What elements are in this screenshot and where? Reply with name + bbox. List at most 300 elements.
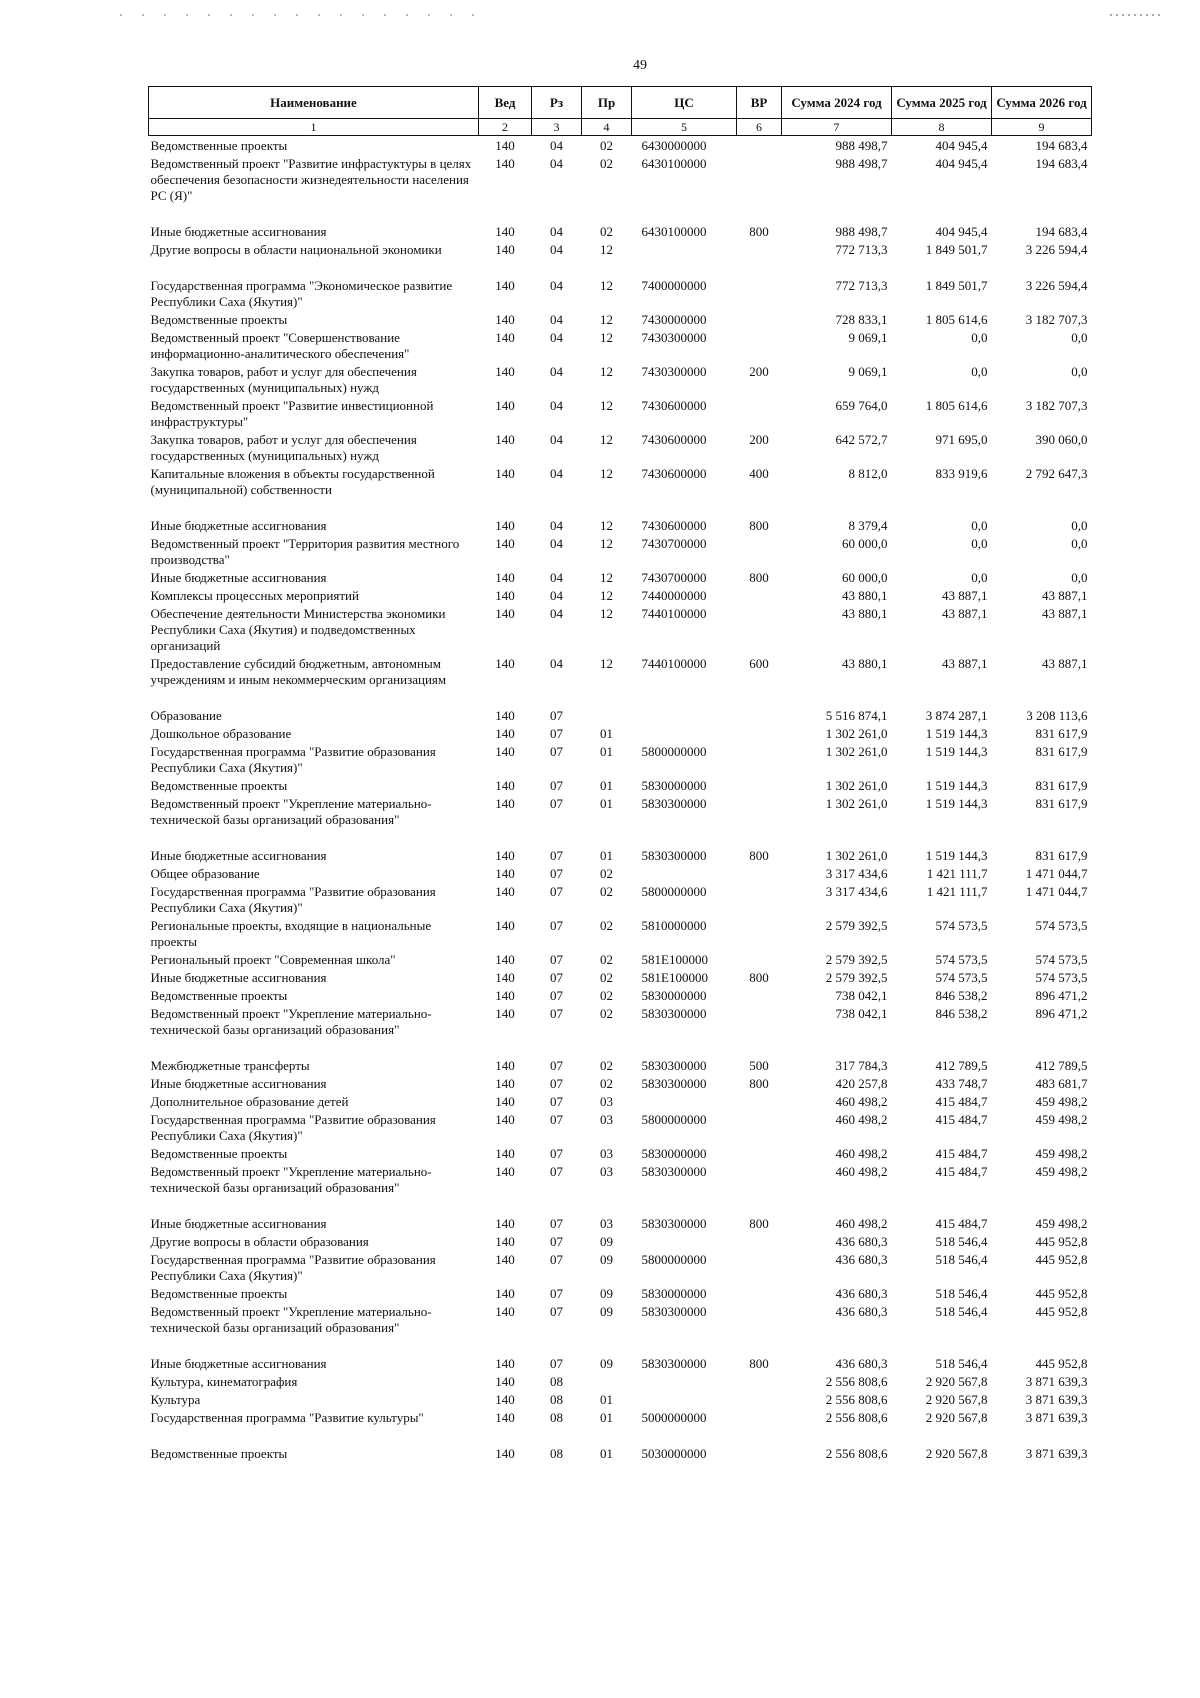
cell-ved: 140 [495,884,515,899]
table-row [149,1232,1092,1250]
cell-sum-2025: 1 421 111,7 [926,866,988,881]
cell-rz: 07 [550,1304,563,1319]
cell-sum-2024: 317 784,3 [835,1058,888,1073]
cell-name: Ведомственные проекты [150,1286,288,1301]
cell-name: Другие вопросы в области образования [150,1234,369,1249]
cell-pr: 02 [600,156,613,171]
budget-table-container [148,86,1091,1462]
cell-cs [632,724,737,742]
cell-sum-2024: 1 302 261,0 [825,744,888,759]
cell-name: Государственная программа "Развитие образования Республики Саха (Якутия)" [150,744,436,775]
scan-artifact [120,14,480,16]
cell-name: Ведомственный проект "Развитие инфрастуктуры в целях обеспечения безопасности жизнедеятельности населения РС (Я)" [150,156,472,203]
cell-sum-2025: 1 805 614,6 [925,312,988,327]
cell-rz: 08 [550,1392,563,1407]
table-row [149,430,1092,464]
cell-sum-2025: 0,0 [971,570,988,585]
cell-ved: 140 [495,1058,515,1073]
cell-sum-2025: 404 945,4 [935,224,988,239]
table-row [149,1354,1092,1372]
cell-sum-2025: 415 484,7 [935,1164,988,1179]
table-row [149,882,1092,916]
cell-cs: 7430300000 [641,330,707,345]
table-header [149,87,1092,136]
cell-vr [737,240,782,276]
cell-sum-2025: 415 484,7 [935,1094,988,1109]
cell-sum-2026: 3 208 113,6 [1026,708,1088,723]
cell-pr: 02 [600,1058,613,1073]
cell-sum-2025: 0,0 [971,330,988,345]
cell-sum-2024: 728 833,1 [835,312,888,327]
cell-sum-2024: 43 880,1 [842,656,888,671]
cell-vr: 800 [749,1216,769,1231]
cell-cs: 6430000000 [641,138,707,153]
cell-sum-2026: 445 952,8 [1035,1356,1088,1371]
cell-cs: 6430100000 [641,156,707,171]
cell-ved: 140 [495,606,515,621]
cell-rz: 07 [550,848,563,863]
cell-sum-2025: 518 546,4 [935,1252,988,1267]
cell-sum-2026: 3 182 707,3 [1025,312,1088,327]
table-row [149,1250,1092,1284]
cell-cs: 5800000000 [641,744,707,759]
cell-ved: 140 [495,398,515,413]
header-cs: ЦС [632,87,737,119]
cell-ved: 140 [495,1164,515,1179]
cell-vr [737,1444,782,1462]
cell-pr [582,1372,632,1390]
cell-cs [632,1232,737,1250]
header-number: 5 [632,119,737,136]
header-sum-2026: Сумма 2026 год [992,87,1092,119]
cell-cs: 5830300000 [641,1058,707,1073]
cell-name: Ведомственный проект "Укрепление материально-технической базы организаций образования" [150,1304,432,1335]
cell-pr: 01 [600,744,613,759]
cell-sum-2024: 460 498,2 [835,1164,888,1179]
table-row [149,240,1092,276]
cell-rz: 07 [550,988,563,1003]
cell-sum-2026: 459 498,2 [1035,1216,1088,1231]
cell-sum-2026: 0,0 [1071,536,1088,551]
cell-name: Иные бюджетные ассигнования [150,518,327,533]
table-row [149,742,1092,776]
cell-sum-2026: 1 471 044,7 [1025,866,1088,881]
cell-cs: 5830000000 [641,1146,707,1161]
cell-ved: 140 [495,1446,515,1461]
cell-cs: 5800000000 [641,884,707,899]
header-number: 1 [149,119,479,136]
table-row [149,1144,1092,1162]
table-row [149,1056,1092,1074]
cell-sum-2025: 574 573,5 [935,952,988,967]
cell-rz: 04 [550,588,563,603]
cell-ved: 140 [495,708,515,723]
header-number-row [149,119,1092,136]
cell-pr: 09 [600,1234,613,1249]
cell-vr: 800 [749,570,769,585]
table-row [149,276,1092,310]
cell-rz: 07 [550,970,563,985]
cell-vr [737,706,782,724]
cell-pr: 12 [600,570,613,585]
header-number: 2 [479,119,532,136]
cell-sum-2024: 988 498,7 [835,138,888,153]
cell-vr [737,742,782,776]
cell-name: Государственная программа "Развитие образования Республики Саха (Якутия)" [150,1112,436,1143]
cell-pr: 02 [600,1006,613,1021]
table-row [149,516,1092,534]
cell-vr: 800 [749,848,769,863]
cell-cs: 5830300000 [641,848,707,863]
cell-cs: 5830000000 [641,778,707,793]
cell-sum-2026: 896 471,2 [1035,1006,1088,1021]
header-number: 3 [532,119,582,136]
table-row [149,136,1092,155]
table-row [149,362,1092,396]
cell-sum-2025: 404 945,4 [935,138,988,153]
cell-rz: 04 [550,432,563,447]
cell-sum-2024: 460 498,2 [835,1094,888,1109]
cell-vr [737,1004,782,1056]
cell-sum-2026: 412 789,5 [1035,1058,1088,1073]
cell-sum-2024: 1 302 261,0 [825,778,888,793]
cell-sum-2025: 518 546,4 [935,1234,988,1249]
cell-ved: 140 [495,518,515,533]
table-row [149,310,1092,328]
cell-sum-2025: 518 546,4 [935,1304,988,1319]
cell-name: Иные бюджетные ассигнования [150,1216,327,1231]
cell-ved: 140 [495,988,515,1003]
cell-rz: 07 [550,1216,563,1231]
cell-sum-2026: 194 683,4 [1035,224,1088,239]
table-row [149,706,1092,724]
cell-sum-2024: 772 713,3 [835,242,888,257]
cell-rz: 07 [550,884,563,899]
cell-pr: 01 [600,848,613,863]
cell-sum-2025: 2 920 567,8 [925,1392,988,1407]
cell-sum-2026: 3 871 639,3 [1025,1446,1088,1461]
cell-rz: 07 [550,1076,563,1091]
cell-pr: 02 [600,952,613,967]
cell-vr [737,1302,782,1354]
header-sum-2024: Сумма 2024 год [782,87,892,119]
cell-cs: 5030000000 [641,1446,707,1461]
cell-sum-2024: 642 572,7 [835,432,888,447]
table-row [149,1408,1092,1444]
cell-cs [632,864,737,882]
cell-sum-2024: 5 516 874,1 [825,708,888,723]
cell-ved: 140 [495,726,515,741]
cell-pr: 12 [600,364,613,379]
table-row [149,1372,1092,1390]
table-row [149,1390,1092,1408]
cell-ved: 140 [495,1356,515,1371]
table-row [149,1284,1092,1302]
cell-ved: 140 [495,588,515,603]
cell-pr: 01 [600,1446,613,1461]
cell-sum-2024: 2 556 808,6 [825,1392,888,1407]
cell-sum-2026: 0,0 [1071,518,1088,533]
cell-vr: 600 [749,656,769,671]
cell-name: Закупка товаров, работ и услуг для обеспечения государственных (муниципальных) нужд [150,432,417,463]
cell-vr [737,1092,782,1110]
cell-vr [737,1110,782,1144]
cell-sum-2024: 8 379,4 [848,518,888,533]
cell-sum-2024: 8 812,0 [848,466,888,481]
cell-rz: 04 [550,518,563,533]
cell-vr [737,1232,782,1250]
cell-rz: 04 [550,330,563,345]
cell-sum-2024: 460 498,2 [835,1216,888,1231]
cell-sum-2025: 43 887,1 [942,606,988,621]
cell-ved: 140 [495,1076,515,1091]
cell-sum-2024: 772 713,3 [835,278,888,293]
cell-vr: 800 [749,970,769,985]
header-number: 6 [737,119,782,136]
cell-sum-2025: 1 519 144,3 [925,778,988,793]
cell-sum-2024: 1 302 261,0 [825,726,888,741]
cell-name: Другие вопросы в области национальной экономики [150,242,442,257]
cell-pr: 02 [600,970,613,985]
table-row [149,222,1092,240]
cell-sum-2026: 3 226 594,4 [1025,278,1088,293]
cell-sum-2026: 1 471 044,7 [1025,884,1088,899]
table-row [149,986,1092,1004]
cell-ved: 140 [495,744,515,759]
cell-ved: 140 [495,1234,515,1249]
cell-vr [737,1250,782,1284]
cell-pr: 01 [600,796,613,811]
cell-vr [737,986,782,1004]
table-row [149,654,1092,706]
cell-sum-2026: 445 952,8 [1035,1252,1088,1267]
cell-rz: 04 [550,398,563,413]
cell-name: Дошкольное образование [150,726,292,741]
cell-name: Иные бюджетные ассигнования [150,570,327,585]
cell-rz: 04 [550,138,563,153]
cell-rz: 07 [550,796,563,811]
cell-pr: 12 [600,398,613,413]
cell-ved: 140 [495,1006,515,1021]
cell-sum-2025: 518 546,4 [935,1286,988,1301]
cell-ved: 140 [495,224,515,239]
cell-sum-2025: 404 945,4 [935,156,988,171]
cell-pr: 01 [600,1392,613,1407]
cell-vr [737,154,782,222]
cell-name: Иные бюджетные ассигнования [150,970,327,985]
cell-sum-2026: 831 617,9 [1035,778,1088,793]
cell-sum-2024: 60 000,0 [842,570,888,585]
cell-pr: 01 [600,778,613,793]
cell-vr [737,864,782,882]
cell-pr [582,706,632,724]
cell-sum-2025: 3 874 287,1 [925,708,988,723]
cell-pr: 09 [600,1304,613,1319]
cell-name: Общее образование [150,866,260,881]
cell-vr [737,310,782,328]
cell-name: Ведомственные проекты [150,988,288,1003]
table-row [149,1074,1092,1092]
table-row [149,154,1092,222]
table-row [149,794,1092,846]
table-row [149,968,1092,986]
cell-rz: 07 [550,1252,563,1267]
cell-sum-2025: 971 695,0 [935,432,988,447]
cell-name: Дополнительное образование детей [150,1094,349,1109]
cell-sum-2026: 3 871 639,3 [1025,1410,1088,1425]
cell-pr: 03 [600,1216,613,1231]
cell-sum-2026: 0,0 [1071,364,1088,379]
cell-pr: 09 [600,1286,613,1301]
cell-cs: 581E100000 [641,952,708,967]
cell-vr: 800 [749,1356,769,1371]
cell-sum-2024: 988 498,7 [835,224,888,239]
cell-rz: 08 [550,1446,563,1461]
page-number: 49 [633,58,647,73]
cell-cs: 6430100000 [641,224,707,239]
table-row [149,1092,1092,1110]
cell-sum-2024: 3 317 434,6 [825,866,888,881]
table-row [149,916,1092,950]
cell-sum-2025: 412 789,5 [935,1058,988,1073]
cell-vr: 800 [749,224,769,239]
cell-pr: 03 [600,1164,613,1179]
cell-sum-2026: 0,0 [1071,330,1088,345]
cell-rz: 07 [550,866,563,881]
cell-sum-2025: 518 546,4 [935,1356,988,1371]
cell-cs: 7430600000 [641,518,707,533]
cell-vr [737,604,782,654]
cell-sum-2026: 2 792 647,3 [1025,466,1088,481]
cell-vr [737,328,782,362]
cell-cs: 5800000000 [641,1112,707,1127]
cell-vr [737,724,782,742]
cell-rz: 07 [550,1006,563,1021]
cell-sum-2024: 2 579 392,5 [825,918,888,933]
cell-sum-2025: 415 484,7 [935,1216,988,1231]
cell-sum-2024: 436 680,3 [835,1304,888,1319]
cell-sum-2025: 1 519 144,3 [925,744,988,759]
cell-name: Региональные проекты, входящие в национальные проекты [150,918,432,949]
table-row [149,1302,1092,1354]
header-ved: Вед [479,87,532,119]
table-row [149,1110,1092,1144]
cell-name: Иные бюджетные ассигнования [150,1356,327,1371]
cell-vr [737,1144,782,1162]
cell-rz: 04 [550,156,563,171]
cell-ved: 140 [495,778,515,793]
cell-rz: 04 [550,570,563,585]
cell-cs: 5830300000 [641,796,707,811]
cell-sum-2026: 3 871 639,3 [1025,1392,1088,1407]
table-body [149,136,1092,1463]
cell-name: Ведомственный проект "Укрепление материально-технической базы организаций образования" [150,1006,432,1037]
cell-pr: 12 [600,518,613,533]
cell-pr: 02 [600,918,613,933]
cell-cs: 5830000000 [641,1286,707,1301]
cell-ved: 140 [495,466,515,481]
cell-sum-2025: 0,0 [971,536,988,551]
cell-cs: 5830000000 [641,988,707,1003]
table-row [149,1214,1092,1232]
cell-ved: 140 [495,570,515,585]
cell-vr [737,396,782,430]
cell-sum-2026: 459 498,2 [1035,1164,1088,1179]
cell-sum-2026: 43 887,1 [1042,606,1088,621]
cell-sum-2025: 2 920 567,8 [925,1410,988,1425]
cell-sum-2024: 2 556 808,6 [825,1374,888,1389]
cell-cs: 7430700000 [641,570,707,585]
cell-rz: 07 [550,952,563,967]
cell-name: Закупка товаров, работ и услуг для обеспечения государственных (муниципальных) нужд [150,364,417,395]
cell-sum-2024: 460 498,2 [835,1146,888,1161]
header-name: Наименование [149,87,479,119]
cell-pr: 09 [600,1356,613,1371]
budget-table [148,86,1092,1462]
header-sum-2025: Сумма 2025 год [892,87,992,119]
cell-cs: 7400000000 [641,278,707,293]
cell-sum-2026: 194 683,4 [1035,138,1088,153]
cell-vr [737,882,782,916]
cell-cs: 7430300000 [641,364,707,379]
cell-vr: 500 [749,1058,769,1073]
cell-pr: 12 [600,588,613,603]
header-pr: Пр [582,87,632,119]
cell-cs: 5830300000 [641,1076,707,1091]
cell-sum-2025: 433 748,7 [935,1076,988,1091]
table-row [149,1004,1092,1056]
cell-sum-2026: 43 887,1 [1042,588,1088,603]
cell-cs: 5830300000 [641,1164,707,1179]
cell-rz: 07 [550,1164,563,1179]
table-row [149,1162,1092,1214]
cell-rz: 07 [550,708,563,723]
cell-cs: 5810000000 [641,918,707,933]
cell-ved: 140 [495,1304,515,1319]
cell-cs: 7440100000 [641,606,707,621]
cell-vr: 400 [749,466,769,481]
cell-name: Ведомственный проект "Укрепление материально-технической базы организаций образования" [150,796,432,827]
cell-rz: 07 [550,1112,563,1127]
cell-vr [737,916,782,950]
cell-ved: 140 [495,278,515,293]
cell-ved: 140 [495,364,515,379]
cell-ved: 140 [495,1286,515,1301]
cell-name: Обеспечение деятельности Министерства экономики Республики Саха (Якутия) и подведомственных организаций [150,606,446,653]
cell-sum-2026: 459 498,2 [1035,1112,1088,1127]
cell-sum-2024: 60 000,0 [842,536,888,551]
table-row [149,586,1092,604]
cell-ved: 140 [495,432,515,447]
cell-pr: 12 [600,242,613,257]
cell-rz: 04 [550,656,563,671]
cell-sum-2026: 445 952,8 [1035,1286,1088,1301]
cell-ved: 140 [495,1112,515,1127]
header-vr: ВР [737,87,782,119]
cell-cs [632,706,737,724]
cell-rz: 07 [550,1286,563,1301]
cell-pr: 03 [600,1146,613,1161]
cell-sum-2026: 831 617,9 [1035,726,1088,741]
cell-sum-2024: 1 302 261,0 [825,796,888,811]
header-number: 4 [582,119,632,136]
cell-ved: 140 [495,330,515,345]
cell-sum-2024: 9 069,1 [848,364,888,379]
cell-name: Иные бюджетные ассигнования [150,848,327,863]
cell-ved: 140 [495,796,515,811]
cell-cs: 5830300000 [641,1304,707,1319]
cell-ved: 140 [495,656,515,671]
